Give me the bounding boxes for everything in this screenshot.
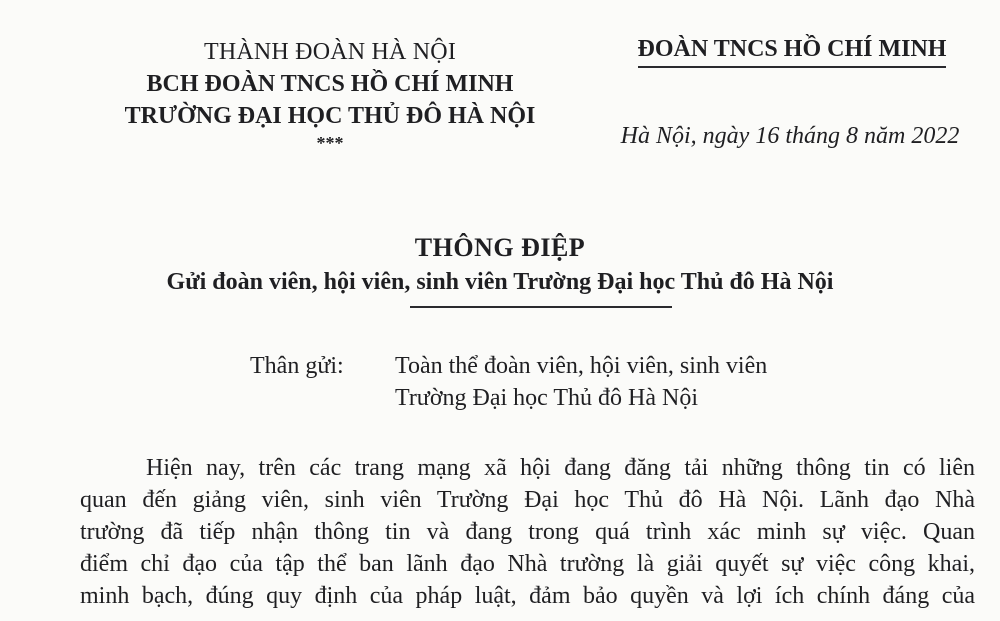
union-name: ĐOÀN TNCS HỒ CHÍ MINH [638,34,947,68]
body-line: điểm chỉ đạo của tập thể ban lãnh đạo Nhà trường là giải quyết sự việc công khai, [80,551,975,577]
school-name: TRƯỜNG ĐẠI HỌC THỦ ĐÔ HÀ NỘI [124,103,536,129]
title-underline [410,306,672,308]
body-line: Hiện nay, trên các trang mạng xã hội đang đăng tải những thông tin có liên [146,455,975,481]
document-title: THÔNG ĐIỆP [414,233,586,262]
body-line: minh bạch, đúng quy định của pháp luật, đảm bảo quyền và lợi ích chính đáng của [80,583,975,609]
recipient-line-2: Trường Đại học Thủ đô Hà Nội [395,385,699,411]
body-line: quan đến giảng viên, sinh viên Trường Đại học Thủ đô Hà Nội. Lãnh đạo Nhà [80,487,975,513]
body-line: trường đã tiếp nhận thông tin và đang trong quá trình xác minh sự việc. Quan [80,519,975,545]
document-title-block [0,230,1000,298]
organization-motto-block [612,34,972,68]
issuing-organization-block [60,36,600,152]
separator-stars: *** [316,133,344,153]
committee-name: BCH ĐOÀN TNCS HỒ CHÍ MINH [146,71,514,97]
place-and-date: Hà Nội, ngày 16 tháng 8 năm 2022 [620,123,960,149]
parent-organization: THÀNH ĐOÀN HÀ NỘI [203,39,457,65]
recipient-line-1: Toàn thể đoàn viên, hội viên, sinh viên [395,353,768,379]
greeting-label: Thân gửi: [250,353,344,379]
document-subtitle: Gửi đoàn viên, hội viên, sinh viên Trường Đại học Thủ đô Hà Nội [166,269,834,295]
body-paragraph [80,452,975,612]
